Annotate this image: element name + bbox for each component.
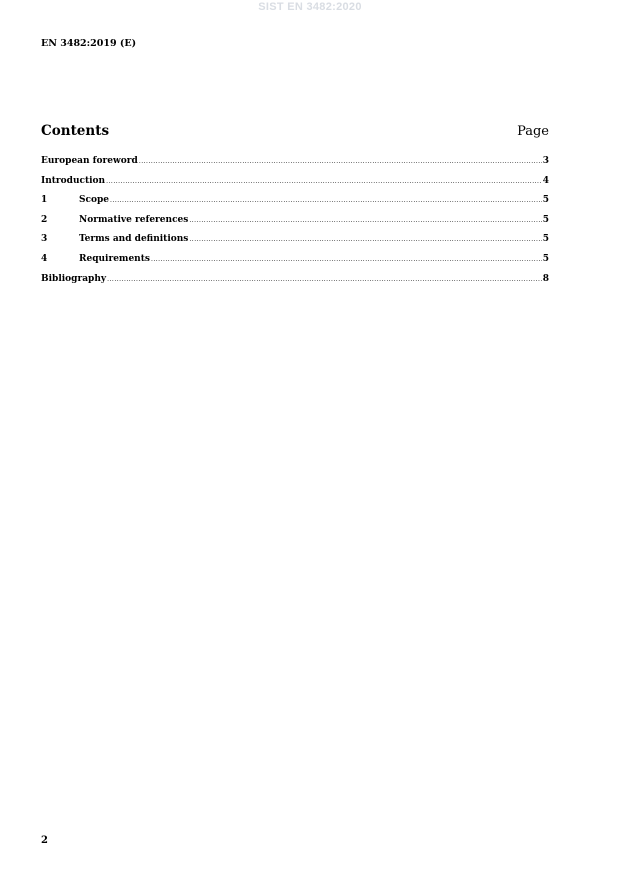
- toc-entry-title: European foreword: [41, 156, 138, 166]
- table-of-contents: [41, 156, 549, 293]
- toc-entry-terms-and-definitions[interactable]: [41, 234, 549, 254]
- toc-entry-number: 2: [41, 214, 48, 225]
- toc-entry-number: 3: [41, 234, 48, 245]
- toc-entry-scope[interactable]: [41, 195, 549, 215]
- toc-entry-number: 4: [41, 253, 48, 264]
- toc-dot-leader: [139, 158, 542, 165]
- toc-entry-bibliography[interactable]: [41, 274, 549, 294]
- toc-dot-leader: [107, 276, 542, 283]
- toc-entry-page: 5: [542, 214, 549, 225]
- toc-entry-page: 5: [542, 253, 549, 264]
- toc-entry-title: Bibliography: [41, 273, 107, 284]
- toc-dot-leader: [106, 178, 542, 185]
- toc-entry-european-foreword[interactable]: [41, 156, 549, 176]
- toc-entry-requirements[interactable]: [41, 254, 549, 274]
- toc-dot-leader: [189, 217, 541, 224]
- toc-entry-normative-references[interactable]: [41, 215, 549, 235]
- toc-entry-introduction[interactable]: [41, 176, 549, 196]
- toc-entry-page: 8: [542, 273, 549, 284]
- toc-entry-title: Requirements: [79, 253, 150, 264]
- toc-dot-leader: [151, 256, 542, 263]
- document-id: EN 3482:2019 (E): [41, 38, 137, 49]
- toc-entry-page: 3: [542, 156, 549, 166]
- toc-dot-leader: [189, 236, 541, 243]
- toc-entry-number: 1: [41, 195, 48, 206]
- watermark: SIST EN 3482:2020: [258, 1, 362, 13]
- toc-entry-page: 5: [542, 195, 549, 206]
- page-column-label: Page: [517, 124, 549, 139]
- toc-dot-leader: [110, 197, 542, 204]
- toc-entry-title: Introduction: [41, 175, 106, 186]
- toc-entry-page: 5: [542, 234, 549, 245]
- contents-title: Contents: [41, 123, 110, 139]
- toc-entry-page: 4: [542, 175, 549, 186]
- toc-entry-title: Terms and definitions: [79, 234, 189, 245]
- toc-entry-title: Normative references: [79, 214, 189, 225]
- page-number: 2: [41, 835, 48, 846]
- toc-entry-title: Scope: [79, 195, 110, 206]
